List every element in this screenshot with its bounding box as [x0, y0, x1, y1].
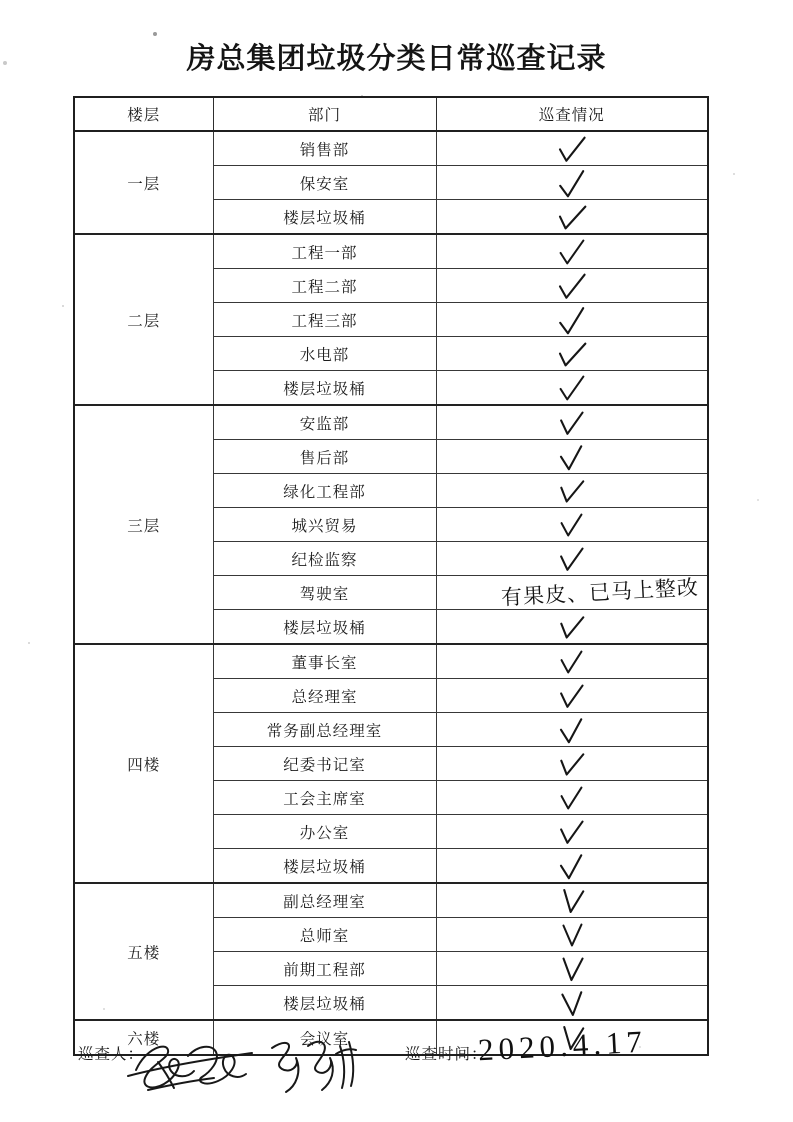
department-cell: 保安室	[213, 166, 436, 200]
handwritten-note: 有果皮、已马上整改	[500, 574, 700, 610]
status-cell	[436, 269, 708, 303]
status-cell	[436, 849, 708, 884]
page-title: 房总集团垃圾分类日常巡查记录	[186, 43, 607, 75]
department-cell: 副总经理室	[213, 883, 436, 918]
department-cell: 办公室	[213, 815, 436, 849]
checkmark-icon	[553, 883, 591, 917]
checkmark-icon	[553, 473, 591, 507]
table-row	[74, 234, 708, 269]
department-cell: 楼层垃圾桶	[213, 986, 436, 1021]
inspection-date-handwriting: 2020.4.17	[477, 1023, 648, 1068]
header-floor: 楼层	[74, 97, 213, 131]
scan-speckles	[0, 0, 2, 2]
status-cell	[436, 986, 708, 1021]
checkmark-icon	[553, 407, 590, 439]
status-cell	[436, 952, 708, 986]
status-cell	[436, 747, 708, 781]
department-cell: 楼层垃圾桶	[213, 371, 436, 406]
status-cell	[436, 610, 708, 645]
footer	[0, 1023, 793, 1112]
checkmark-icon	[553, 714, 590, 746]
department-cell: 会议室	[213, 1020, 436, 1055]
department-cell: 董事长室	[213, 644, 436, 679]
checkmark-icon	[553, 199, 591, 233]
floor-cell: 二层	[74, 234, 213, 405]
floor-cell: 五楼	[74, 883, 213, 1020]
table-row	[74, 405, 708, 440]
department-cell: 纪检监察	[213, 542, 436, 576]
header-department: 部门	[213, 97, 436, 131]
status-cell	[436, 644, 708, 679]
checkmark-icon	[553, 987, 590, 1019]
status-cell	[436, 713, 708, 747]
checkmark-icon	[553, 543, 590, 575]
department-cell: 纪委书记室	[213, 747, 436, 781]
department-cell: 总经理室	[213, 679, 436, 713]
department-cell: 工程三部	[213, 303, 436, 337]
department-cell: 水电部	[213, 337, 436, 371]
checkmark-icon	[553, 133, 590, 165]
department-cell: 工程二部	[213, 269, 436, 303]
checkmark-icon	[555, 510, 588, 539]
checkmark-icon	[553, 609, 591, 643]
checkmark-icon	[553, 953, 590, 985]
department-cell: 常务副总经理室	[213, 713, 436, 747]
checkmark-icon	[553, 441, 590, 473]
department-cell: 安监部	[213, 405, 436, 440]
department-cell: 售后部	[213, 440, 436, 474]
status-cell	[436, 234, 708, 269]
department-cell: 楼层垃圾桶	[213, 610, 436, 645]
checkmark-icon	[555, 237, 588, 266]
department-cell: 绿化工程部	[213, 474, 436, 508]
checkmark-icon	[553, 304, 590, 336]
department-cell: 工程一部	[213, 234, 436, 269]
floor-cell: 三层	[74, 405, 213, 644]
department-cell: 城兴贸易	[213, 508, 436, 542]
status-cell	[436, 303, 708, 337]
inspection-table	[73, 96, 709, 1056]
status-cell	[436, 337, 708, 371]
status-cell	[436, 781, 708, 815]
status-cell	[436, 883, 708, 918]
floor-cell: 六楼	[74, 1020, 213, 1055]
status-cell	[436, 508, 708, 542]
department-cell: 前期工程部	[213, 952, 436, 986]
checkmark-icon	[553, 850, 590, 882]
status-cell	[436, 474, 708, 508]
status-cell	[436, 815, 708, 849]
checkmark-icon	[553, 746, 591, 780]
table-row	[74, 644, 708, 679]
department-cell: 楼层垃圾桶	[213, 849, 436, 884]
status-cell	[436, 576, 708, 610]
signature-2-handwriting	[258, 1032, 360, 1100]
checkmark-icon	[553, 270, 590, 302]
table-row	[74, 131, 708, 166]
status-cell	[436, 200, 708, 235]
status-cell	[436, 440, 708, 474]
status-cell	[436, 166, 708, 200]
department-cell: 总师室	[213, 918, 436, 952]
checkmark-icon	[553, 167, 590, 199]
checkmark-icon	[555, 373, 588, 402]
department-cell: 工会主席室	[213, 781, 436, 815]
inspector-label: 巡查人：	[78, 1046, 145, 1063]
status-cell	[436, 918, 708, 952]
checkmark-icon	[553, 816, 590, 848]
checkmark-icon	[555, 647, 588, 676]
status-cell	[436, 405, 708, 440]
department-cell: 销售部	[213, 131, 436, 166]
status-cell	[436, 542, 708, 576]
table-header-row	[74, 97, 708, 131]
signature-1-handwriting	[122, 1036, 258, 1100]
status-cell	[436, 371, 708, 406]
checkmark-icon	[553, 336, 591, 370]
table-row	[74, 883, 708, 918]
floor-cell: 一层	[74, 131, 213, 234]
header-inspection-status: 巡查情况	[436, 97, 708, 131]
checkmark-icon	[555, 920, 588, 949]
status-cell	[436, 131, 708, 166]
checkmark-icon	[553, 680, 590, 712]
department-cell: 楼层垃圾桶	[213, 200, 436, 235]
inspection-time-label: 巡查时间：	[405, 1046, 488, 1063]
checkmark-icon	[555, 783, 588, 812]
department-cell: 驾驶室	[213, 576, 436, 610]
floor-cell: 四楼	[74, 644, 213, 883]
status-cell	[436, 679, 708, 713]
